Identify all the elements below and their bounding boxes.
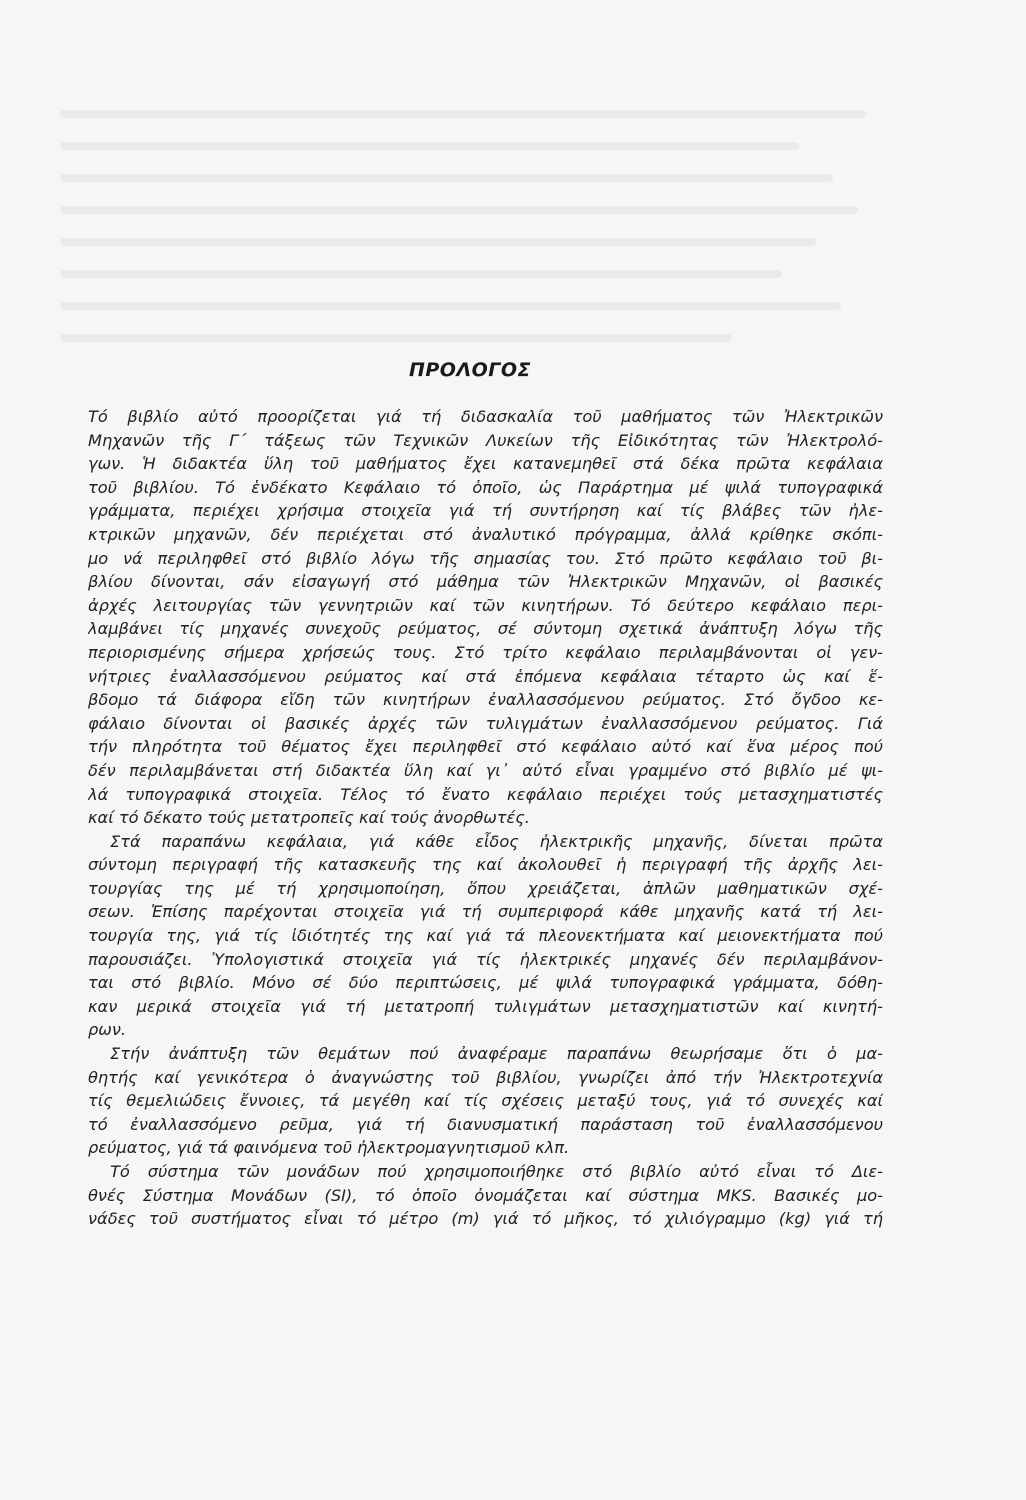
text-line: σύντομη περιγραφή τῆς κατασκευῆς της καί ἀκολουθεῖ ἡ περιγραφή τῆς ἀρχῆς λει-: [88, 855, 883, 875]
text-line: ται στό βιβλίο. Μόνο σέ δύο περιπτώσεις, μέ ψιλά τυπογραφικά γράμματα, δόθη-: [88, 973, 883, 993]
text-line: τό ἐναλλασσόμενο ρεῦμα, γιά τή διανυσματική παράσταση τοῦ ἐναλλασσόμενου: [88, 1114, 883, 1134]
text-line: Στά παραπάνω κεφάλαια, γιά κάθε εἶδος ἠλεκτρικῆς μηχανῆς, δίνεται πρῶτα: [110, 831, 883, 851]
text-line: τίς θεμελιώδεις ἔννοιες, τά μεγέθη καί τίς σχέσεις μεταξύ τους, γιά τό συνεχές καί: [88, 1091, 883, 1111]
text-line: θνές Σύστημα Μονάδων (SI), τό ὁποῖο ὀνομάζεται καί σύστημα MKS. Βασικές μο-: [88, 1185, 883, 1205]
text-line: γράμματα, περιέχει χρήσιμα στοιχεῖα γιά τή συντήρηση καί τίς βλάβες τῶν ἠλε-: [88, 501, 883, 521]
text-line: μο νά περιληφθεῖ στό βιβλίο λόγω τῆς σημασίας του. Στό πρῶτο κεφάλαιο τοῦ βι-: [88, 548, 883, 568]
page-title: ΠΡΟΛΟΓΟΣ: [408, 359, 532, 381]
text-line: Τό σύστημα τῶν μονάδων πού χρησιμοποιήθηκε στό βιβλίο αὐτό εἶναι τό Διε-: [110, 1162, 883, 1181]
text-line: νήτριες ἐναλλασσόμενου ρεύματος καί στά ἑπόμενα κεφάλαια τέταρτο ὡς καί ἕ-: [88, 666, 883, 686]
text-line: Μηχανῶν τῆς Γ΄ τάξεως τῶν Τεχνικῶν Λυκείων τῆς Εἰδικότητας τῶν Ἠλεκτρολό-: [88, 430, 883, 450]
text-line: κτρικῶν μηχανῶν, δέν περιέχεται στό ἀναλυτικό πρόγραμμα, ἀλλά κρίθηκε σκόπι-: [88, 524, 883, 544]
text-line: Στήν ἀνάπτυξη τῶν θεμάτων πού ἀναφέραμε παραπάνω θεωρήσαμε ὅτι ὁ μα-: [110, 1044, 883, 1064]
text-line: βδομο τά διάφορα εἴδη τῶν κινητήρων ἐναλλασσόμενου ρεύματος. Στό ὄγδοο κε-: [88, 690, 883, 710]
text-line: θητής καί γενικότερα ὁ ἀναγνώστης τοῦ βιβλίου, γνωρίζει ἀπό τήν Ἠλεκτροτεχνία: [88, 1067, 883, 1087]
text-line: νάδες τοῦ συστήματος εἶναι τό μέτρο (m) γιά τό μῆκος, τό χιλιόγραμμο (kg) γιά τή: [88, 1209, 883, 1229]
text-line: ρων.: [88, 1020, 127, 1040]
text-line: γων. Ἡ διδακτέα ὕλη τοῦ μαθήματος ἔχει κατανεμηθεῖ στά δέκα πρῶτα κεφάλαια: [88, 454, 883, 474]
text-line: τήν πληρότητα τοῦ θέματος ἔχει περιληφθεῖ στό κεφάλαιο αὐτό καί ἕνα μέρος πού: [88, 737, 883, 757]
text-line: παρουσιάζει. Ὑπολογιστικά στοιχεῖα γιά τίς ἠλεκτρικές μηχανές δέν περιλαμβάνον-: [88, 949, 883, 969]
text-line: καν μερικά στοιχεῖα γιά τή μετατροπή τυλιγμάτων μετασχηματιστῶν καί κινητή-: [88, 996, 883, 1016]
text-line: λά τυπογραφικά στοιχεῖα. Τέλος τό ἔνατο κεφάλαιο περιέχει τούς μετασχηματιστές: [88, 784, 883, 804]
text-line: ρεύματος, γιά τά φαινόμενα τοῦ ἠλεκτρομαγνητισμοῦ κλπ.: [88, 1138, 570, 1158]
text-line: σεων. Ἐπίσης παρέχονται στοιχεῖα γιά τή συμπεριφορά κάθε μηχανῆς κατά τή λει-: [88, 902, 883, 922]
text-line: τοῦ βιβλίου. Τό ἑνδέκατο Κεφάλαιο τό ὁποῖο, ὡς Παράρτημα μέ ψιλά τυπογραφικά: [88, 477, 883, 497]
text-line: καί τό δέκατο τούς μετατροπεῖς καί τούς ἀνορθωτές.: [88, 808, 530, 828]
text-line: ἀρχές λειτουργίας τῶν γεννητριῶν καί τῶν κινητήρων. Τό δεύτερο κεφάλαιο περι-: [88, 595, 883, 615]
body-text: [88, 405, 883, 1231]
text-line: δέν περιλαμβάνεται στή διδακτέα ὕλη καί γι᾽ αὐτό εἶναι γραμμένο στό βιβλίο μέ ψι-: [88, 760, 883, 780]
show-through-shadow: [60, 110, 900, 390]
text-line: περιορισμένης σήμερα χρήσεώς τους. Στό τρίτο κεφάλαιο περιλαμβάνονται οἱ γεν-: [88, 642, 883, 662]
text-line: τουργία της, γιά τίς ἰδιότητές της καί γιά τά πλεονεκτήματα καί μειονεκτήματα πού: [88, 926, 883, 946]
text-line: φάλαιο δίνονται οἱ βασικές ἀρχές τῶν τυλιγμάτων ἐναλλασσόμενου ρεύματος. Γιά: [88, 713, 883, 733]
text-line: λαμβάνει τίς μηχανές συνεχοῦς ρεύματος, σέ σύντομη σχετικά ἀνάπτυξη λόγω τῆς: [88, 619, 883, 639]
text-line: Τό βιβλίο αὐτό προορίζεται γιά τή διδασκαλία τοῦ μαθήματος τῶν Ἠλεκτρικῶν: [88, 407, 883, 426]
text-line: τουργίας της μέ τή χρησιμοποίηση, ὅπου χρειάζεται, ἁπλῶν μαθηματικῶν σχέ-: [88, 878, 883, 898]
text-line: βλίου δίνονται, σάν εἰσαγωγή στό μάθημα τῶν Ἠλεκτρικῶν Μηχανῶν, οἱ βασικές: [88, 572, 883, 592]
